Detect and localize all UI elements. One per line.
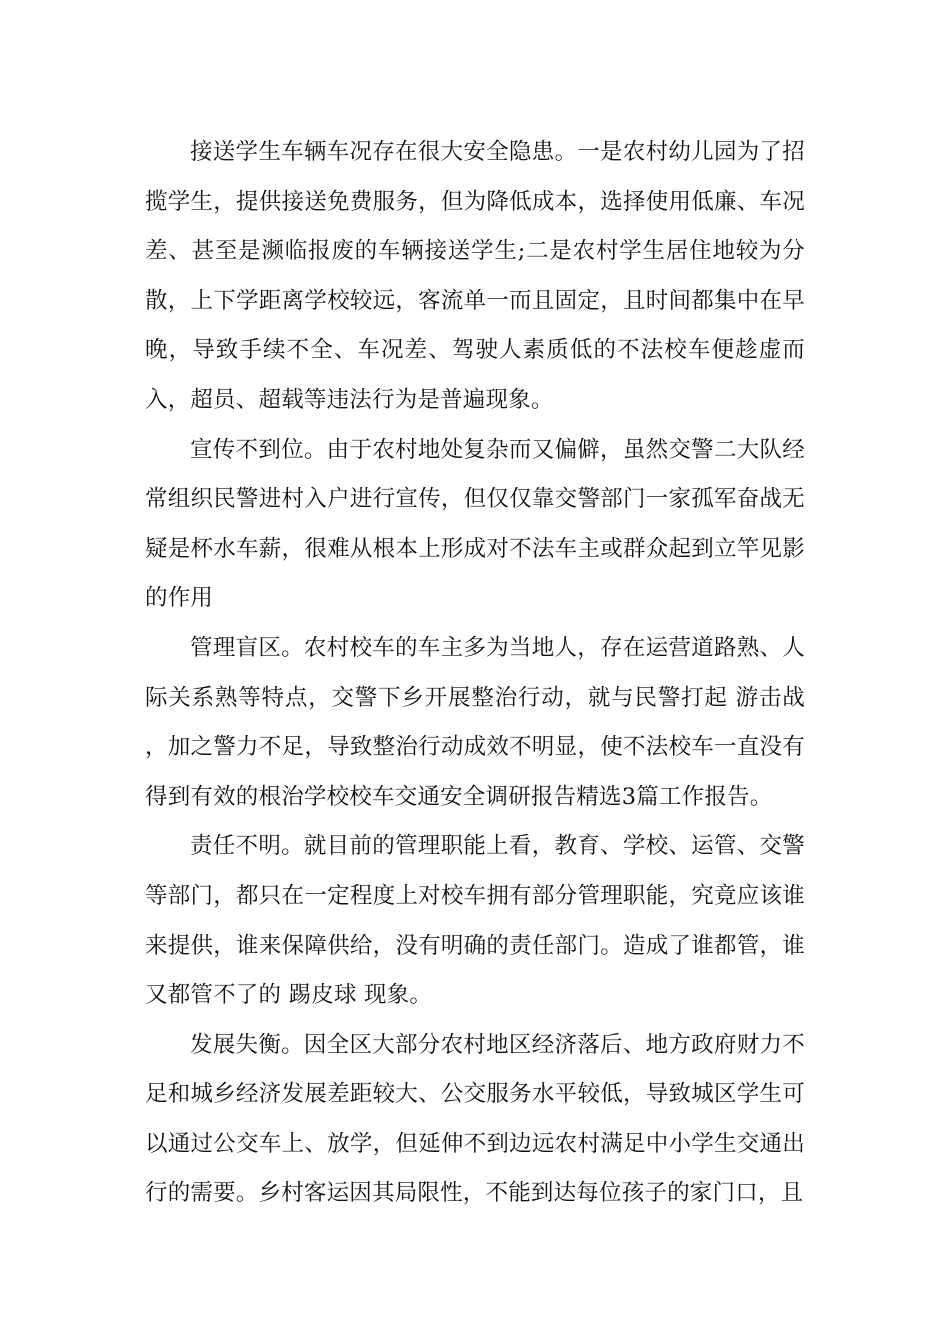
- document-body: [145, 128, 805, 1219]
- paragraph-management-blind-spot: 管理盲区。农村校车的车主多为当地人，存在运营道路熟、人际关系熟等特点，交警下乡开展整治行动，就与民警打起 游击战 ，加之警力不足，导致整治行动成效不明显，使不法校车一直没有得到有效的根治学校校车交通安全调研报告精选3篇工作报告。: [145, 634, 805, 810]
- paragraph-unbalanced-development: 发展失衡。因全区大部分农村地区经济落后、地方政府财力不足和城乡经济发展差距较大、公交服务水平较低，导致城区学生可以通过公交车上、放学，但延伸不到边远农村满足中小学生交通出行的需要。乡村客运因其局限性，不能到达每位孩子的家门口，且: [145, 1031, 805, 1207]
- paragraph-publicity-inadequate: 宣传不到位。由于农村地处复杂而又偏僻，虽然交警二大队经常组织民警进村入户进行宣传，但仅仅靠交警部门一家孤军奋战无疑是杯水车薪，很难从根本上形成对不法车主或群众起到立竿见影的作用: [145, 436, 805, 612]
- paragraph-school-vehicle-hazards: 接送学生车辆车况存在很大安全隐患。一是农村幼儿园为了招揽学生，提供接送免费服务，但为降低成本，选择使用低廉、车况差、甚至是濒临报废的车辆接送学生;二是农村学生居住地较为分散，上下学距离学校较远，客流单一而且固定，且时间都集中在早晚，导致手续不全、车况差、驾驶人素质低的不法校车便趁虚而入，超员、超载等违法行为是普遍现象。: [145, 139, 805, 413]
- paragraph-unclear-responsibility: 责任不明。就目前的管理职能上看，教育、学校、运管、交警等部门，都只在一定程度上对校车拥有部分管理职能，究竟应该谁来提供，谁来保障供给，没有明确的责任部门。造成了谁都管，谁又都管不了的 踢皮球 现象。: [145, 833, 805, 1009]
